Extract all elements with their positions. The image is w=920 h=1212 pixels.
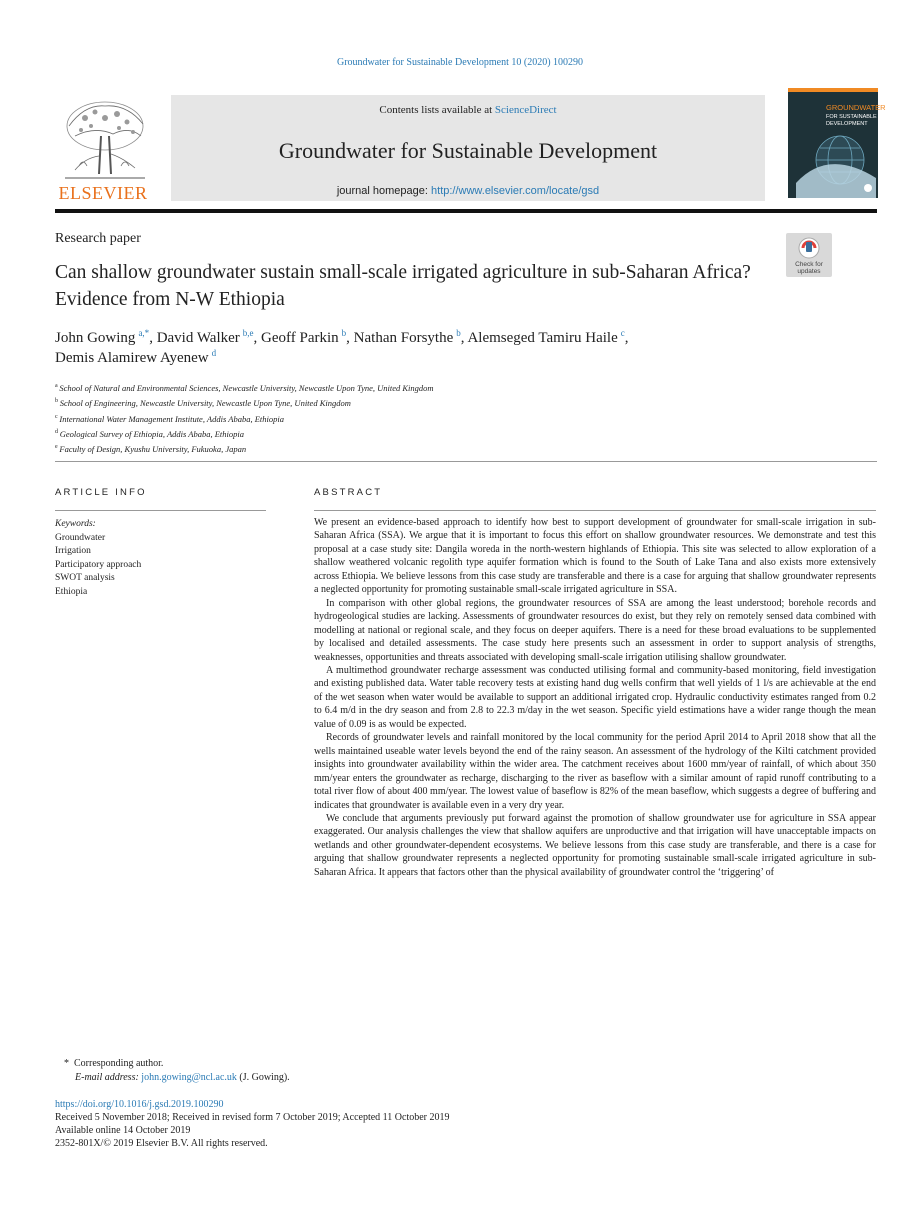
abstract-paragraph: In comparison with other global regions, the groundwater resources of SSA are among the least understood; borehole records and hydrogeological studies are lacking. Assessments of groundwater resources do exist, but they rely on remotely sensed data combined with modelling at national or regional scale, and they focus on deeper aquifers. There is a need for these broad evaluations to be supplemented by localised and detailed assessments. The case study here presents such an assessment in order to support analysis of strengths, weaknesses, opportunities and threats associated with developing small-scale irrigation utilising shallow groundwater. [314,597,876,663]
corresponding-author-footnote [64,1057,290,1085]
article-info-heading: ARTICLE INFO [55,487,147,498]
abstract-paragraph: A multimethod groundwater recharge assessment was conducted utilising formal and community-based monitoring, field investigation and existing published data. Water table recovery tests at existing hand dug wells confirm that well yields of 1 l/s are achievable at the end of the wet season when water would be available to support an additional irrigated crop. Hydraulic conductivity estimates ranged from 0.2 to 6.4 m/d in the dry season and from 2.8 to 22.3 m/day in the wet season. Specific yield estimations have a wider range though the mean value of 0.09 is as would be expected. [314,664,876,730]
affiliation-key: c [55,413,58,420]
homepage-prefix: journal homepage: [336,185,432,197]
keyword-item: Irrigation [55,546,91,556]
footnote-line [64,1057,290,1071]
crossmark-line1: Check for [795,261,823,268]
email-label: E-mail address: [75,1072,139,1083]
author-affiliation-marker[interactable]: d [211,348,217,358]
author-name[interactable]: Alemseged Tamiru Haile [467,330,618,346]
email-suffix: (J. Gowing). [239,1072,290,1083]
journal-title-box [171,95,765,201]
affiliation-item [55,441,755,456]
affiliation-text: School of Engineering, Newcastle University, Newcastle Upon Tyne, United Kingdom [59,398,351,409]
online-date: Available online 14 October 2019 [55,1125,191,1136]
copyright-line: 2352-801X/© 2019 Elsevier B.V. All rights reserved. [55,1138,268,1149]
author-separator: , [253,330,262,346]
abstract-paragraph: We conclude that arguments previously put forward against the promotion of shallow groundwater use for agriculture in SSA appear exaggerated. Our analysis challenges the view that shallow aquifers are unproductive and that irrigation will have unacceptable impacts on wetlands and other groundwater-dependent ecosystems. We believe lessons from this case study are transferable, and there is a case for arguing that shallow groundwater represents a neglected opportunity for promoting sustainable small-scale irrigated agriculture in sub-Saharan Africa. It appears that factors other than the physical availability of groundwater control the ‘triggering’ of [314,812,876,878]
author-affiliation-marker[interactable]: c [620,328,625,338]
contents-lists-line [171,104,765,116]
abstract-heading: ABSTRACT [314,487,383,498]
author-name[interactable]: John Gowing [55,330,136,346]
footnote-corresponding: Corresponding author. [74,1058,164,1069]
affiliation-text: Faculty of Design, Kyushu University, Fukuoka, Japan [59,444,247,455]
sciencedirect-link[interactable]: ScienceDirect [494,104,557,116]
affiliation-item [55,426,755,441]
abstract-body [314,516,876,879]
check-for-updates-badge[interactable] [786,233,832,277]
journal-homepage-line [171,185,765,197]
article-type: Research paper [55,231,141,246]
author-separator: , [624,330,629,346]
affiliation-item [55,411,755,426]
author-name[interactable]: Nathan Forsythe [353,330,454,346]
keyword-item: SWOT analysis [55,573,115,583]
footnote-email-line [64,1071,290,1085]
author-name[interactable]: David Walker [156,330,240,346]
crossmark-line2: updates [797,268,821,275]
affiliation-item [55,395,755,410]
footnote-marker: * [64,1058,69,1069]
author-affiliation-marker[interactable]: a,* [138,328,150,338]
publisher-name: ELSEVIER [58,183,148,203]
keyword-item: Groundwater [55,532,106,543]
affiliation-key: a [55,383,58,389]
author-affiliation-marker[interactable]: b [341,328,347,338]
author-affiliation-marker[interactable]: b [456,328,461,338]
affiliation-text: Geological Survey of Ethiopia, Addis Ababa, Ethiopia [59,428,245,439]
author-name[interactable]: Geoff Parkin [261,330,339,346]
affiliation-key: e [55,444,58,451]
cover-title-line2: FOR SUSTAINABLE [826,114,877,120]
keywords-label: Keywords: [55,519,96,529]
keyword-item: Participatory approach [55,559,142,570]
keywords-block [55,518,255,599]
affiliation-text: School of Natural and Environmental Sciences, Newcastle University, Newcastle Upon Tyne, United Kingdom [59,382,434,393]
received-dates: Received 5 November 2018; Received in revised form 7 October 2019; Accepted 11 October 2019 [55,1112,450,1123]
cover-title-line3: DEVELOPMENT [826,121,868,127]
author-list [55,328,815,368]
email-link[interactable]: john.gowing@ncl.ac.uk [141,1072,237,1083]
journal-cover-image[interactable] [788,88,886,198]
affiliation-list [55,380,755,457]
abstract-rule [314,510,876,511]
journal-masthead [55,88,886,203]
header-rule [55,209,877,213]
author-separator: , [346,330,354,346]
author-affiliation-marker[interactable]: b,e [242,328,254,338]
affiliation-item [55,380,755,395]
author-separator: , [149,330,157,346]
article-title: Can shallow groundwater sustain small-scale irrigated agriculture in sub-Saharan Africa? Evidence from N-W Ethiopia [55,262,751,310]
section-divider [55,461,877,462]
doi-link[interactable]: https://doi.org/10.1016/j.gsd.2019.100290 [55,1099,224,1110]
affiliation-text: International Water Management Institute, Addis Ababa, Ethiopia [59,413,284,424]
author-name[interactable]: Demis Alamirew Ayenew [55,350,209,366]
cover-title-line1: GROUNDWATER [826,103,886,112]
journal-title: Groundwater for Sustainable Development [278,138,658,163]
article-info-rule [55,510,266,511]
running-head[interactable]: Groundwater for Sustainable Development 10 (2020) 100290 [336,57,584,68]
affiliation-key: d [55,428,58,435]
abstract-paragraph: We present an evidence-based approach to identify how best to support development of groundwater for small-scale irrigation in sub-Saharan Africa (SSA). We argue that it is important to focus this effort on shallow groundwater resources. We demonstrate and test this proposal at a case study site: Dangila woreda in the north-western highlands of Ethiopia. This site was selected to allow exploration of a shallow weathered volcanic regolith type aquifer formation which is found to the South of Lake Tana and also exists more extensively across Ethiopia. We believe lessons from this case study are transferable and there is a case for arguing that shallow groundwater represents a neglected opportunity for promoting sustainable small-scale irrigated agriculture in SSA. [314,517,876,596]
contents-prefix: Contents lists available at [379,104,495,116]
author-separator: , [460,330,468,346]
abstract-paragraph: Records of groundwater levels and rainfall monitored by the local community for the period April 2014 to April 2018 show that all the wells maintained useable water levels beyond the end of the rainy season. An assessment of the hydrology of the Kilti catchment provided insights into groundwater availability within the wider area. The catchment receives about 1600 mm/year of rainfall, of which about 350 mm/year enters the groundwater as recharge, discharging to the river as baseflow with a similar amount of rapid runoff contributing to a total river flow of about 400 mm/year. The lowest value of baseflow is 82% of the mean baseflow, which suggests a degree of buffering and indicates that groundwater is available even in a very dry year. [314,732,876,811]
journal-homepage-link[interactable]: http://www.elsevier.com/locate/gsd [431,185,600,197]
keyword-item: Ethiopia [55,586,88,597]
affiliation-key: b [55,398,58,405]
article-history [55,1098,450,1150]
